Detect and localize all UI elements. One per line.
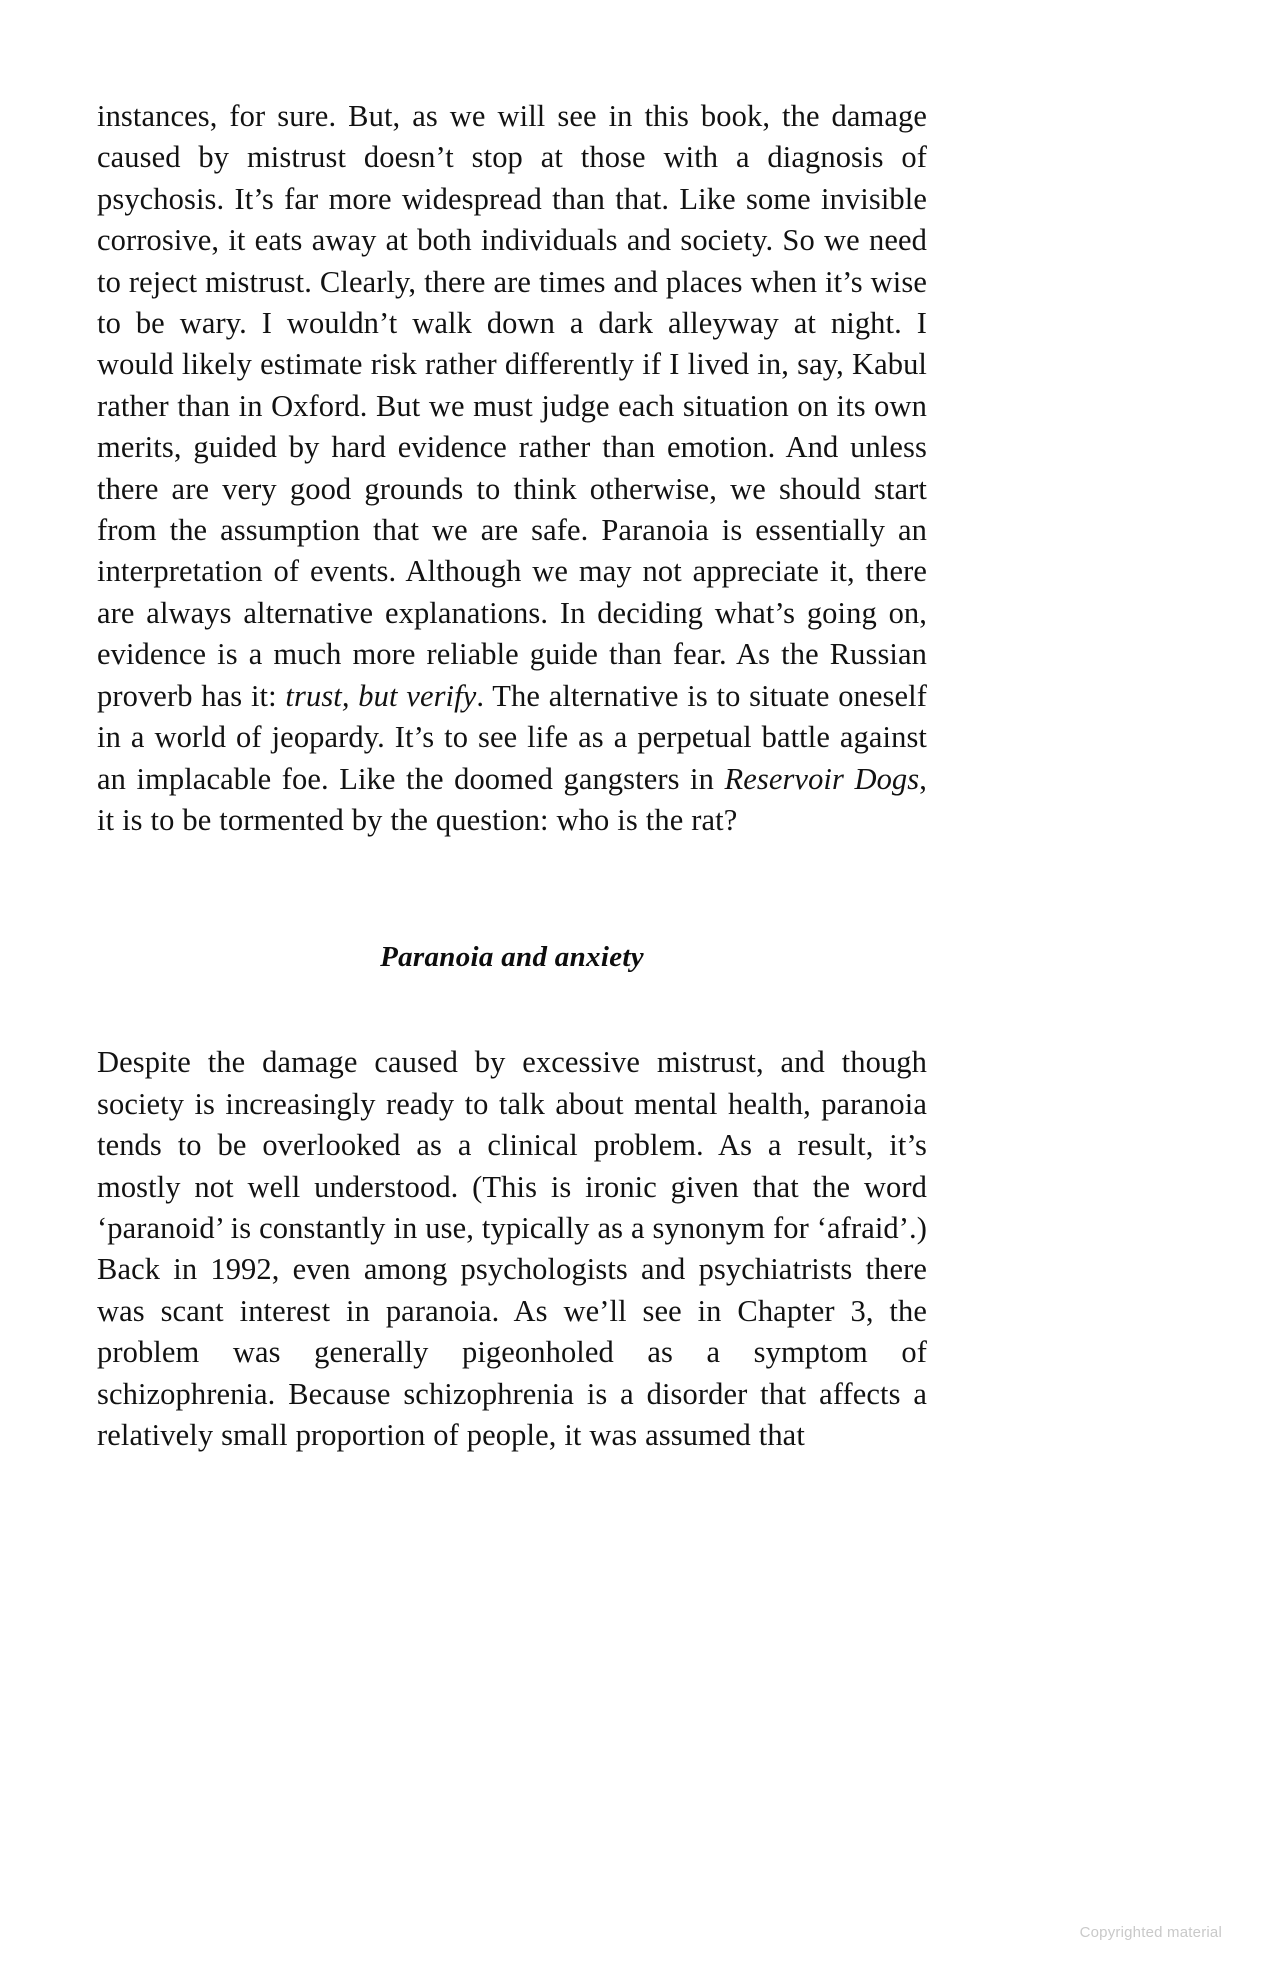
spacer-before-heading bbox=[97, 841, 927, 941]
italic-title-reservoir-dogs: Reservoir Dogs bbox=[724, 761, 920, 796]
page-text-column bbox=[97, 96, 927, 1456]
spacer-after-heading bbox=[97, 974, 927, 1042]
paragraph-1-part-2: . The alternative is to situate oneself in a world of jeopardy. It’s to see life as a perpetual battle against an implacable foe. Like the doomed gangsters in bbox=[97, 678, 927, 796]
copyright-watermark: Copyrighted material bbox=[1079, 1924, 1222, 1941]
paragraph-opening bbox=[97, 96, 927, 841]
paragraph-1-part-1: instances, for sure. But, as we will see in this book, the damage caused by mistrust doesn’t stop at those with a diagnosis of psychosis. It’s far more widespread than that. Like some invisible corrosive, it eats away at both individuals and society. So we need to reject mistrust. Clearly, there are times and places when it’s wise to be wary. I wouldn’t walk down a dark alleyway at night. I would likely estimate risk rather differently if I lived in, say, Kabul rather than in Oxford. But we must judge each situation on its own merits, guided by hard evidence rather than emotion. And unless there are very good grounds to think otherwise, we should start from the assumption that we are safe. Paranoia is essentially an interpretation of events. Although we may not appreciate it, there are always alternative explanations. In deciding what’s going on, evidence is a much more reliable guide than fear. As the Russian proverb has it: bbox=[97, 99, 927, 713]
italic-phrase-trust-but-verify: trust, but verify bbox=[285, 678, 477, 713]
section-heading: Paranoia and anxiety bbox=[380, 941, 644, 974]
paragraph-section-body: Despite the damage caused by excessive mistrust, and though society is increasingly ready to talk about mental health, paranoia tends to be overlooked as a clinical problem. As a result, it’s mostly not well understood. (This is ironic given that the word ‘paranoid’ is constantly in use, typically as a synonym for ‘afraid’.) Back in 1992, even among psychologists and psychiatrists there was scant interest in paranoia. As we’ll see in Chapter 3, the problem was generally pigeonholed as a symptom of schizophrenia. Because schizophrenia is a disorder that affects a relatively small proportion of people, it was assumed that bbox=[97, 1045, 927, 1452]
paragraph-1-part-3: , it is to be tormented by the question: who is the rat? bbox=[97, 761, 927, 837]
